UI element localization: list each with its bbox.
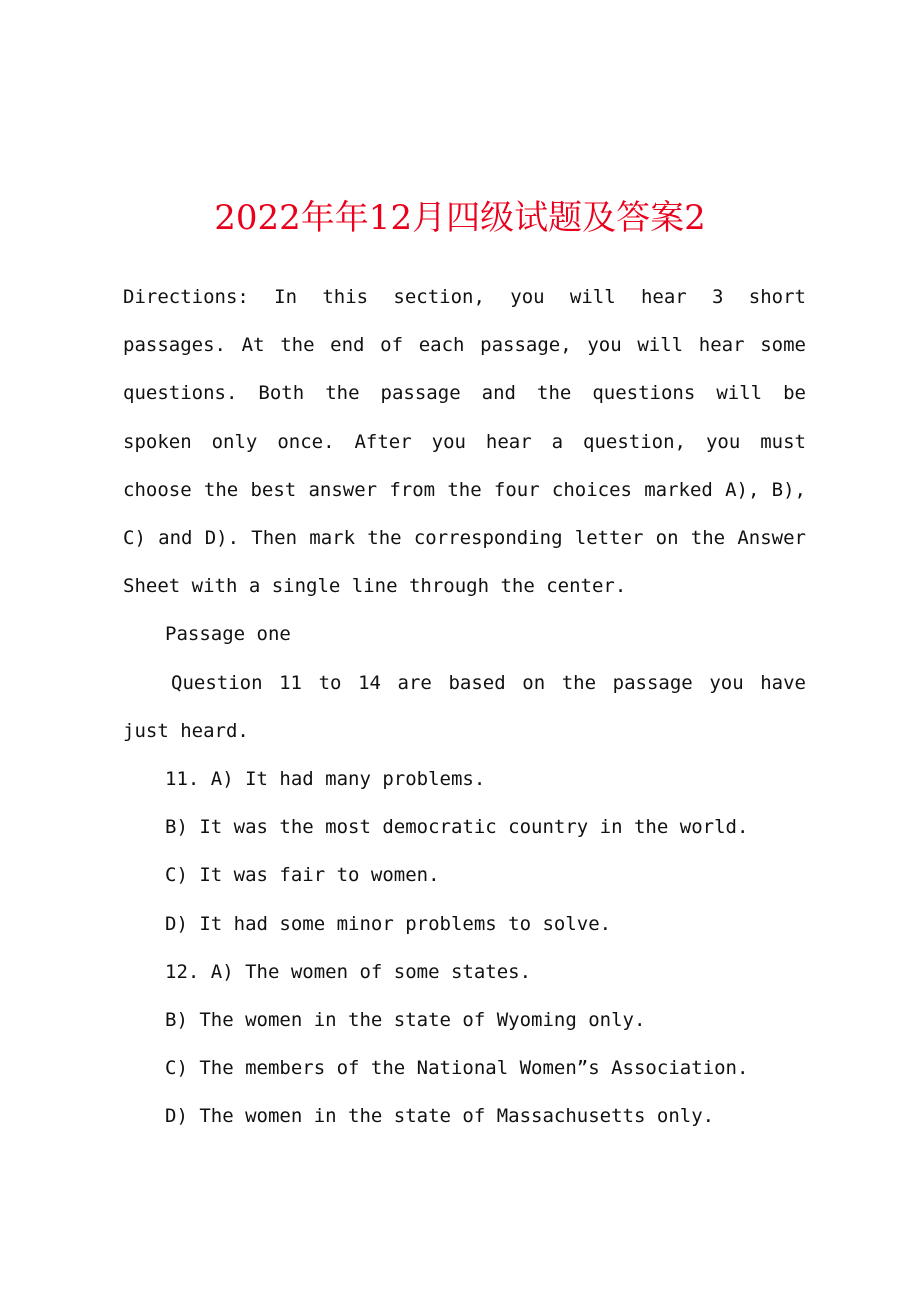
question-12-option-d: D) The women in the state of Massachusetts only. [165,1105,715,1127]
question-11-option-c: C) It was fair to women. [165,864,440,886]
question-11-option-b: B) It was the most democratic country in the world. [165,816,749,838]
question-12-option-a: 12. A) The women of some states. [165,961,532,983]
question-12-option-c: C) The members of the National Women”s Association. [165,1057,749,1079]
question-11-option-d: D) It had some minor problems to solve. [165,913,612,935]
question-11-option-a: 11. A) It had many problems. [165,768,486,790]
question-12-option-b: B) The women in the state of Wyoming only. [165,1009,646,1031]
question-intro: Question 11 to 14 are based on the passage you have just heard. [123,672,806,742]
directions-paragraph: Directions: In this section, you will hear 3 short passages. At the end of each passage, you will hear some questions. Both the passage and the questions will be spoken only once. After you hear a question, you must choose the best answer from the four choices marked A), B), C) and D). Then mark the corresponding letter on the Answer Sheet with a single line through the center. [123,286,806,598]
passage-heading: Passage one [165,623,291,645]
page-title: 2022年年12月四级试题及答案2 [214,198,706,238]
